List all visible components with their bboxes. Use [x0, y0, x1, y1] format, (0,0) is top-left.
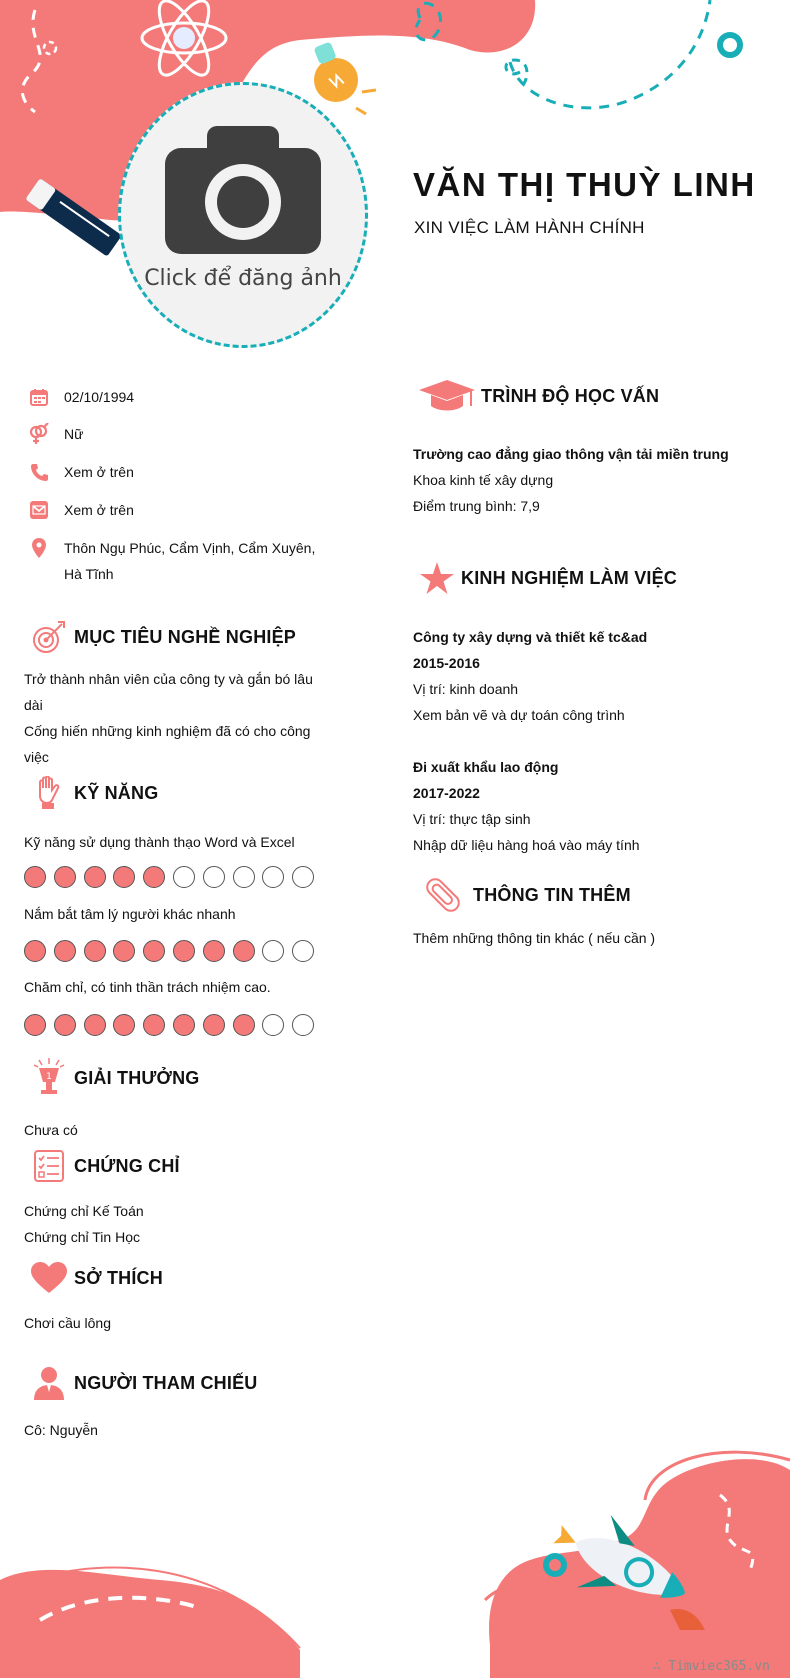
additional-text: Thêm những thông tin khác ( nếu cần ): [413, 930, 656, 946]
rating-dot-empty: [262, 940, 284, 962]
heart-icon: [24, 1262, 74, 1294]
rating-dot-filled: [143, 940, 165, 962]
education-school: Trường cao đẳng giao thông vận tải miền trung: [413, 446, 729, 462]
rating-dot-empty: [292, 866, 314, 888]
rating-dot-empty: [262, 866, 284, 888]
email-icon: [28, 499, 50, 521]
education-major: Khoa kinh tế xây dựng: [413, 472, 554, 488]
section-references-title: NGƯỜI THAM CHIẾU: [74, 1372, 258, 1393]
contact-address: [28, 535, 324, 587]
rating-dot-filled: [233, 940, 255, 962]
skill-rating: [24, 866, 322, 888]
graduation-cap-icon: [413, 378, 481, 414]
rating-dot-filled: [54, 866, 76, 888]
gender-icon: [28, 423, 50, 445]
experience-item: [413, 754, 773, 858]
section-experience-header: [413, 562, 677, 594]
rating-dot-filled: [24, 940, 46, 962]
section-objective-title: MỤC TIÊU NGHỀ NGHIỆP: [74, 626, 297, 647]
job-title: XIN VIỆC LÀM HÀNH CHÍNH: [414, 218, 645, 237]
section-awards-header: [24, 1058, 199, 1098]
teal-ring: [720, 35, 740, 55]
contact-gender-value: Nữ: [64, 426, 84, 442]
objective-text: [24, 666, 324, 770]
contact-phone-value: Xem ở trên: [64, 464, 134, 480]
rating-dot-filled: [54, 1014, 76, 1036]
svg-text:1: 1: [46, 1072, 52, 1082]
skill-name: Kỹ năng sử dụng thành thạo Word và Excel: [24, 834, 295, 850]
contact-address-value: Thôn Ngụ Phúc, Cẩm Vịnh, Cẩm Xuyên, Hà Tĩnh: [64, 540, 316, 582]
hand-icon: [24, 776, 74, 810]
rating-dot-filled: [113, 866, 135, 888]
rating-dot-empty: [203, 866, 225, 888]
section-skills-header: [24, 776, 158, 810]
education-gpa: Điểm trung bình: 7,9: [413, 498, 540, 514]
education-details: [413, 441, 773, 519]
experience-position: Vị trí: kinh doanh: [413, 681, 519, 697]
section-experience-title: KINH NGHIỆM LÀM VIỆC: [461, 567, 678, 588]
footer-decoration: [0, 1440, 800, 1678]
rating-dot-filled: [233, 1014, 255, 1036]
star-icon: [413, 562, 461, 594]
contact-email-value: Xem ở trên: [64, 502, 134, 518]
section-education-title: TRÌNH ĐỘ HỌC VẤN: [481, 385, 660, 406]
skill-rating: [24, 940, 322, 962]
hobbies-text: Chơi cầu lông: [24, 1315, 112, 1331]
bottom-left-blob: [0, 1570, 300, 1678]
section-references-header: [24, 1366, 257, 1400]
awards-text: Chưa có: [24, 1122, 78, 1138]
skill-rating: [24, 1014, 322, 1036]
experience-item: [413, 624, 773, 728]
experience-company: Đi xuất khẩu lao động: [413, 759, 559, 775]
checklist-icon: [24, 1150, 74, 1182]
objective-line: Cống hiến những kinh nghiệm đã có cho công việc: [24, 723, 311, 765]
contact-gender: [28, 421, 324, 447]
rating-dot-empty: [173, 866, 195, 888]
target-icon: [24, 620, 74, 654]
rating-dot-filled: [84, 940, 106, 962]
person-icon: [24, 1366, 74, 1400]
trophy-icon: [24, 1058, 74, 1098]
rating-dot-empty: [262, 1014, 284, 1036]
phone-icon: [28, 461, 50, 483]
section-hobbies-title: SỞ THÍCH: [74, 1267, 163, 1288]
rating-dot-filled: [143, 866, 165, 888]
experience-description: Nhập dữ liệu hàng hoá vào máy tính: [413, 837, 640, 853]
section-skills-title: KỸ NĂNG: [74, 782, 159, 803]
certificates-text: [24, 1198, 144, 1250]
objective-line: Trở thành nhân viên của công ty và gắn bó lâu dài: [24, 671, 313, 713]
rating-dot-filled: [173, 940, 195, 962]
skill-name: Chăm chỉ, có tinh thần trách nhiệm cao.: [24, 979, 271, 995]
location-icon: [28, 537, 50, 559]
section-objective-header: [24, 620, 296, 654]
contact-email: [28, 497, 324, 523]
experience-company: Công ty xây dựng và thiết kế tc&ad: [413, 629, 648, 645]
skill-name: Nắm bắt tâm lý người khác nhanh: [24, 906, 236, 922]
section-certificates-header: [24, 1150, 180, 1182]
rating-dot-filled: [84, 1014, 106, 1036]
camera-icon[interactable]: [165, 126, 321, 254]
rating-dot-empty: [233, 866, 255, 888]
section-hobbies-header: [24, 1262, 163, 1294]
rating-dot-filled: [113, 1014, 135, 1036]
paperclip-icon: [413, 874, 473, 916]
contact-phone: [28, 459, 324, 485]
certificate-item: Chứng chỉ Tin Học: [24, 1229, 140, 1245]
calendar-icon: [28, 386, 50, 408]
rating-dot-filled: [24, 866, 46, 888]
rating-dot-filled: [203, 940, 225, 962]
rating-dot-filled: [173, 1014, 195, 1036]
rating-dot-filled: [143, 1014, 165, 1036]
experience-period: 2015-2016: [413, 655, 480, 671]
rating-dot-empty: [292, 1014, 314, 1036]
section-education-header: [413, 378, 659, 414]
experience-period: 2017-2022: [413, 785, 480, 801]
rating-dot-filled: [84, 866, 106, 888]
section-certificates-title: CHỨNG CHỈ: [74, 1155, 180, 1176]
experience-position: Vị trí: thực tập sinh: [413, 811, 531, 827]
candidate-name: VĂN THỊ THUỲ LINH: [413, 166, 756, 203]
rating-dot-empty: [292, 940, 314, 962]
contact-birthday-value: 02/10/1994: [64, 389, 135, 405]
rating-dot-filled: [203, 1014, 225, 1036]
avatar-upload-label[interactable]: Click để đăng ảnh: [144, 266, 342, 291]
watermark: ∴ Timviec365.vn: [652, 1659, 770, 1674]
section-additional-header: [413, 874, 631, 916]
rating-dot-filled: [54, 940, 76, 962]
experience-description: Xem bản vẽ và dự toán công trình: [413, 707, 625, 723]
contact-birthday: [28, 384, 324, 410]
rating-dot-filled: [24, 1014, 46, 1036]
section-awards-title: GIẢI THƯỞNG: [74, 1067, 200, 1088]
lightbulb-icon: [301, 37, 364, 109]
references-text: Cô: Nguyễn: [24, 1422, 98, 1438]
section-additional-title: THÔNG TIN THÊM: [473, 884, 631, 905]
rating-dot-filled: [113, 940, 135, 962]
certificate-item: Chứng chỉ Kế Toán: [24, 1203, 144, 1219]
